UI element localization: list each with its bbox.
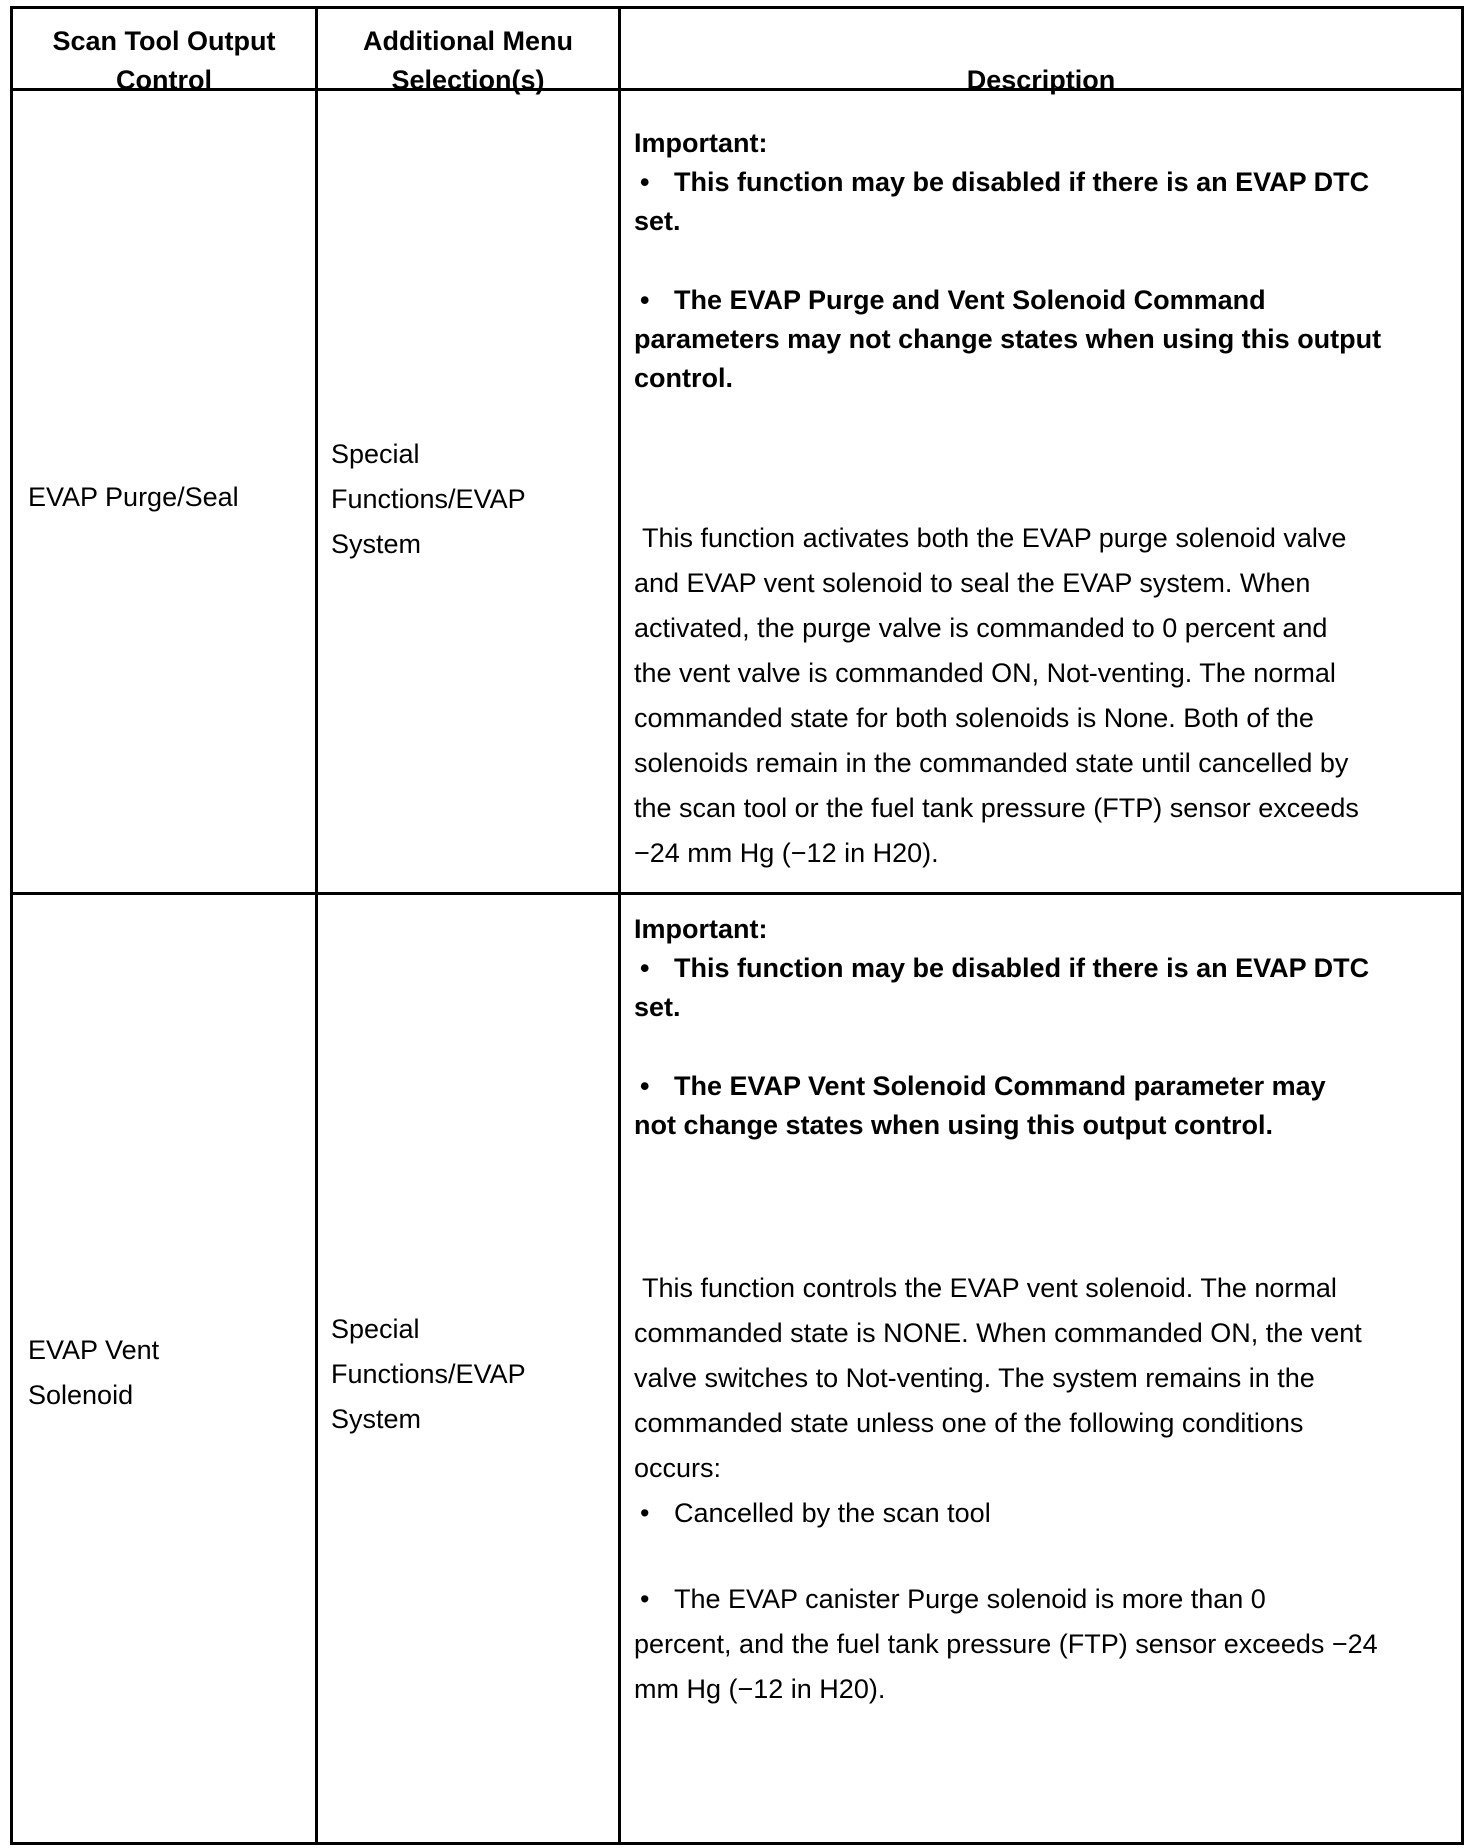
bullet-icon: • [640, 167, 650, 197]
bullet-text: parameters may not change states when using this output [634, 324, 1382, 354]
important-bullet [634, 281, 1454, 320]
important-label: Important: [634, 914, 768, 944]
row1-menu-selection [331, 432, 616, 567]
bullet-text: mm Hg (−12 in H20). [634, 1674, 886, 1704]
header-line: Control [116, 65, 212, 95]
bullet-text: set. [634, 206, 681, 236]
bullet-text: percent, and the fuel tank pressure (FTP) sensor exceeds −24 [634, 1629, 1378, 1659]
bullet-text: not change states when using this output control. [634, 1110, 1274, 1140]
description-line: This function controls the EVAP vent solenoid. The normal [642, 1273, 1337, 1303]
cell-line: System [331, 1404, 422, 1434]
description-line: −24 mm Hg (−12 in H20). [634, 838, 939, 868]
description-line: the vent valve is commanded ON, Not-venting. The normal [634, 658, 1336, 688]
bullet-icon: • [640, 1071, 650, 1101]
cell-line: Solenoid [28, 1380, 134, 1410]
header-line: Description [966, 65, 1116, 95]
bullet-text: This function may be disabled if there is an EVAP DTC [674, 953, 1370, 983]
condition-bullet [634, 1491, 1454, 1536]
header-line: Selection(s) [391, 65, 545, 95]
row2-important-note [634, 910, 1454, 1027]
cell-line: System [331, 529, 422, 559]
row2-important-note-2 [634, 1067, 1454, 1145]
row1-important-note [634, 124, 1454, 241]
row2-menu-selection [331, 1307, 616, 1442]
column-divider-2 [618, 6, 621, 1845]
header-line: Scan Tool Output [52, 26, 276, 56]
bullet-text: The EVAP Vent Solenoid Command parameter may [674, 1071, 1326, 1101]
bullet-text: This function may be disabled if there is an EVAP DTC [674, 167, 1370, 197]
bullet-icon: • [640, 953, 650, 983]
bullet-icon: • [640, 285, 650, 315]
description-line: valve switches to Not-venting. The system remains in the [634, 1363, 1315, 1393]
bullet-icon: • [640, 1584, 650, 1614]
column-divider-1 [315, 6, 318, 1845]
row1-important-note-2 [634, 281, 1454, 398]
description-line: commanded state for both solenoids is None. Both of the [634, 703, 1314, 733]
bullet-text: control. [634, 363, 733, 393]
table-border-left [10, 6, 13, 1845]
bullet-text: The EVAP canister Purge solenoid is more than 0 [674, 1584, 1266, 1614]
description-line: commanded state is NONE. When commanded ON, the vent [634, 1318, 1362, 1348]
condition-bullet [634, 1577, 1454, 1622]
bullet-text: The EVAP Purge and Vent Solenoid Command [674, 285, 1266, 315]
important-bullet [634, 1067, 1454, 1106]
important-label: Important: [634, 128, 768, 158]
description-line: and EVAP vent solenoid to seal the EVAP system. When [634, 568, 1311, 598]
row2-condition-note [634, 1577, 1454, 1712]
table-border-right [1461, 6, 1464, 1845]
important-bullet [634, 949, 1454, 988]
header-description [621, 61, 1461, 100]
description-line: the scan tool or the fuel tank pressure (FTP) sensor exceeds [634, 793, 1359, 823]
row1-output-control [28, 475, 313, 520]
table-border-bottom [10, 1842, 1464, 1845]
header-output-control [13, 22, 315, 100]
cell-line: EVAP Purge/Seal [28, 482, 239, 512]
row-divider [10, 892, 1464, 895]
important-bullet [634, 163, 1454, 202]
cell-line: Functions/EVAP [331, 1359, 526, 1389]
description-line: activated, the purge valve is commanded to 0 percent and [634, 613, 1328, 643]
cell-line: EVAP Vent [28, 1335, 160, 1365]
cell-line: Special [331, 439, 420, 469]
header-menu-selection [318, 22, 618, 100]
row2-output-control [28, 1328, 313, 1418]
header-line: Additional Menu [363, 26, 573, 56]
bullet-text: Cancelled by the scan tool [674, 1498, 991, 1528]
row1-description [634, 516, 1454, 876]
description-line: occurs: [634, 1453, 722, 1483]
cell-line: Special [331, 1314, 420, 1344]
cell-line: Functions/EVAP [331, 484, 526, 514]
description-line: This function activates both the EVAP purge solenoid valve [642, 523, 1347, 553]
description-line: commanded state unless one of the following conditions [634, 1408, 1304, 1438]
bullet-text: set. [634, 992, 681, 1022]
row2-description [634, 1266, 1454, 1536]
bullet-icon: • [640, 1498, 650, 1528]
table-border-top [10, 6, 1464, 9]
description-line: solenoids remain in the commanded state until cancelled by [634, 748, 1349, 778]
